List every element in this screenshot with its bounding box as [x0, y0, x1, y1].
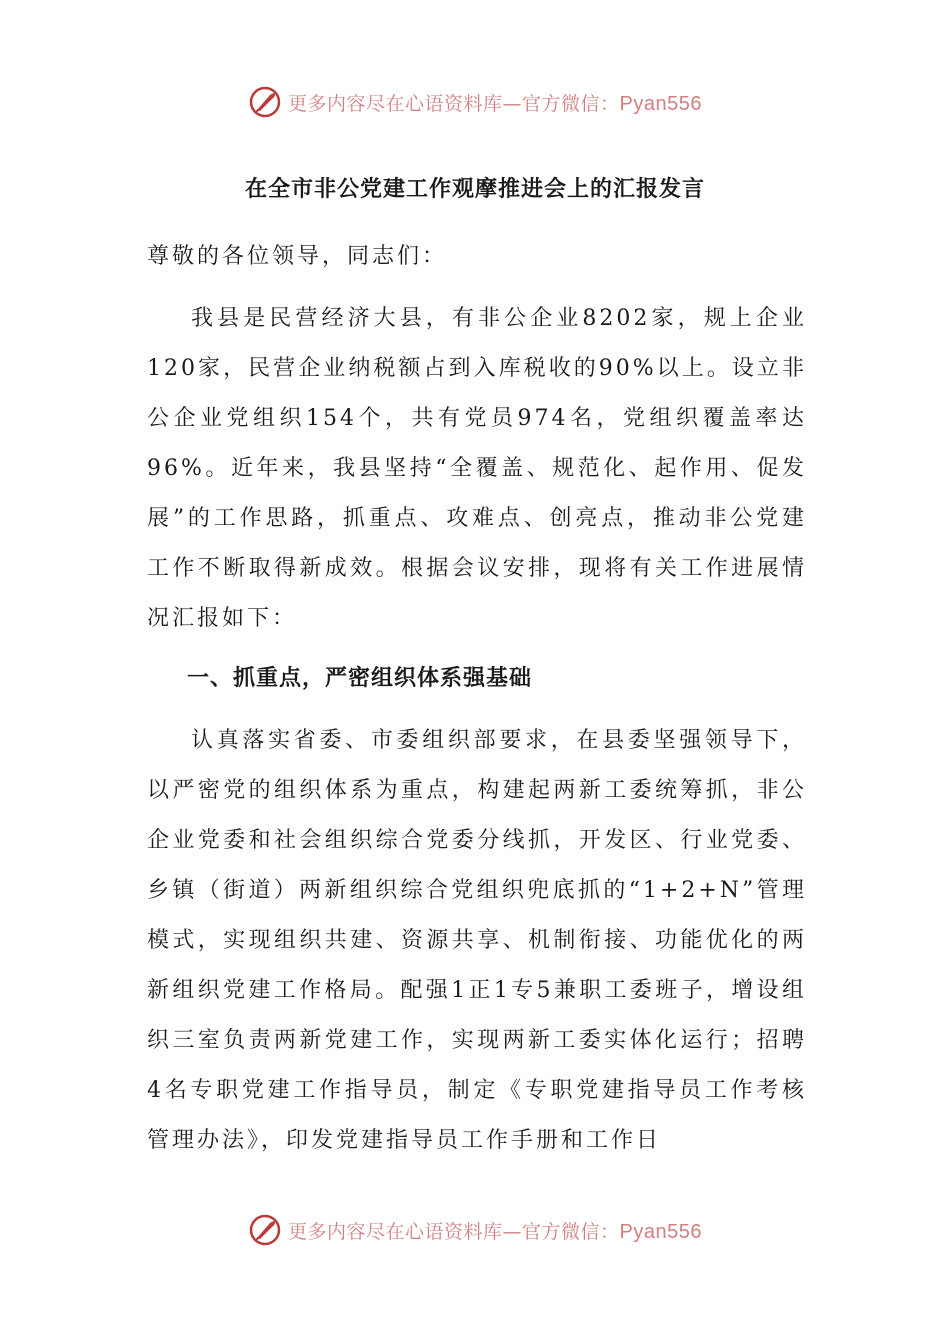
watermark-text: 更多内容尽在心语资料库—官方微信：Pyan556 — [288, 92, 702, 115]
wechat-id: Pyan556 — [619, 1220, 702, 1243]
document-body — [147, 232, 807, 1166]
wechat-id: Pyan556 — [619, 92, 702, 115]
paragraph-intro: 我县是民营经济大县，有非公企业8202家，规上企业120家，民营企业纳税额占到入库税收的90%以上。设立非公企业党组织154个，共有党员974名，党组织覆盖率达96%。近年来，我县坚持“全覆盖、规范化、起作用、促发展”的工作思路，抓重点、攻难点、创亮点，推动非公党建工作不断取得新成效。根据会议安排，现将有关工作进展情况汇报如下： — [147, 306, 807, 631]
quill-pen-icon — [248, 1213, 282, 1247]
watermark-banner-top — [0, 80, 950, 124]
document-title: 在全市非公党建工作观摩推进会上的汇报发言 — [244, 177, 705, 202]
section-heading-1: 一、抓重点，严密组织体系强基础 — [187, 666, 533, 691]
salutation: 尊敬的各位领导，同志们： — [147, 244, 448, 269]
watermark-text: 更多内容尽在心语资料库—官方微信：Pyan556 — [288, 1220, 702, 1243]
paragraph-section-1: 认真落实省委、市委组织部要求，在县委坚强领导下，以严密党的组织体系为重点，构建起两新工委统筹抓，非公企业党委和社会组织综合党委分线抓，开发区、行业党委、乡镇（街道）两新组织综合党组织兜底抓的“1+2+N”管理模式，实现组织共建、资源共享、机制衔接、功能优化的两新组织党建工作格局。配强1正1专5兼职工委班子，增设组织三室负责两新党建工作，实现两新工委实体化运行；招聘4名专职党建工作指导员，制定《专职党建指导员工作考核管理办法》，印发党建指导员工作手册和工作日 — [147, 728, 807, 1153]
quill-pen-icon — [248, 85, 282, 119]
watermark-banner-bottom — [0, 1208, 950, 1252]
